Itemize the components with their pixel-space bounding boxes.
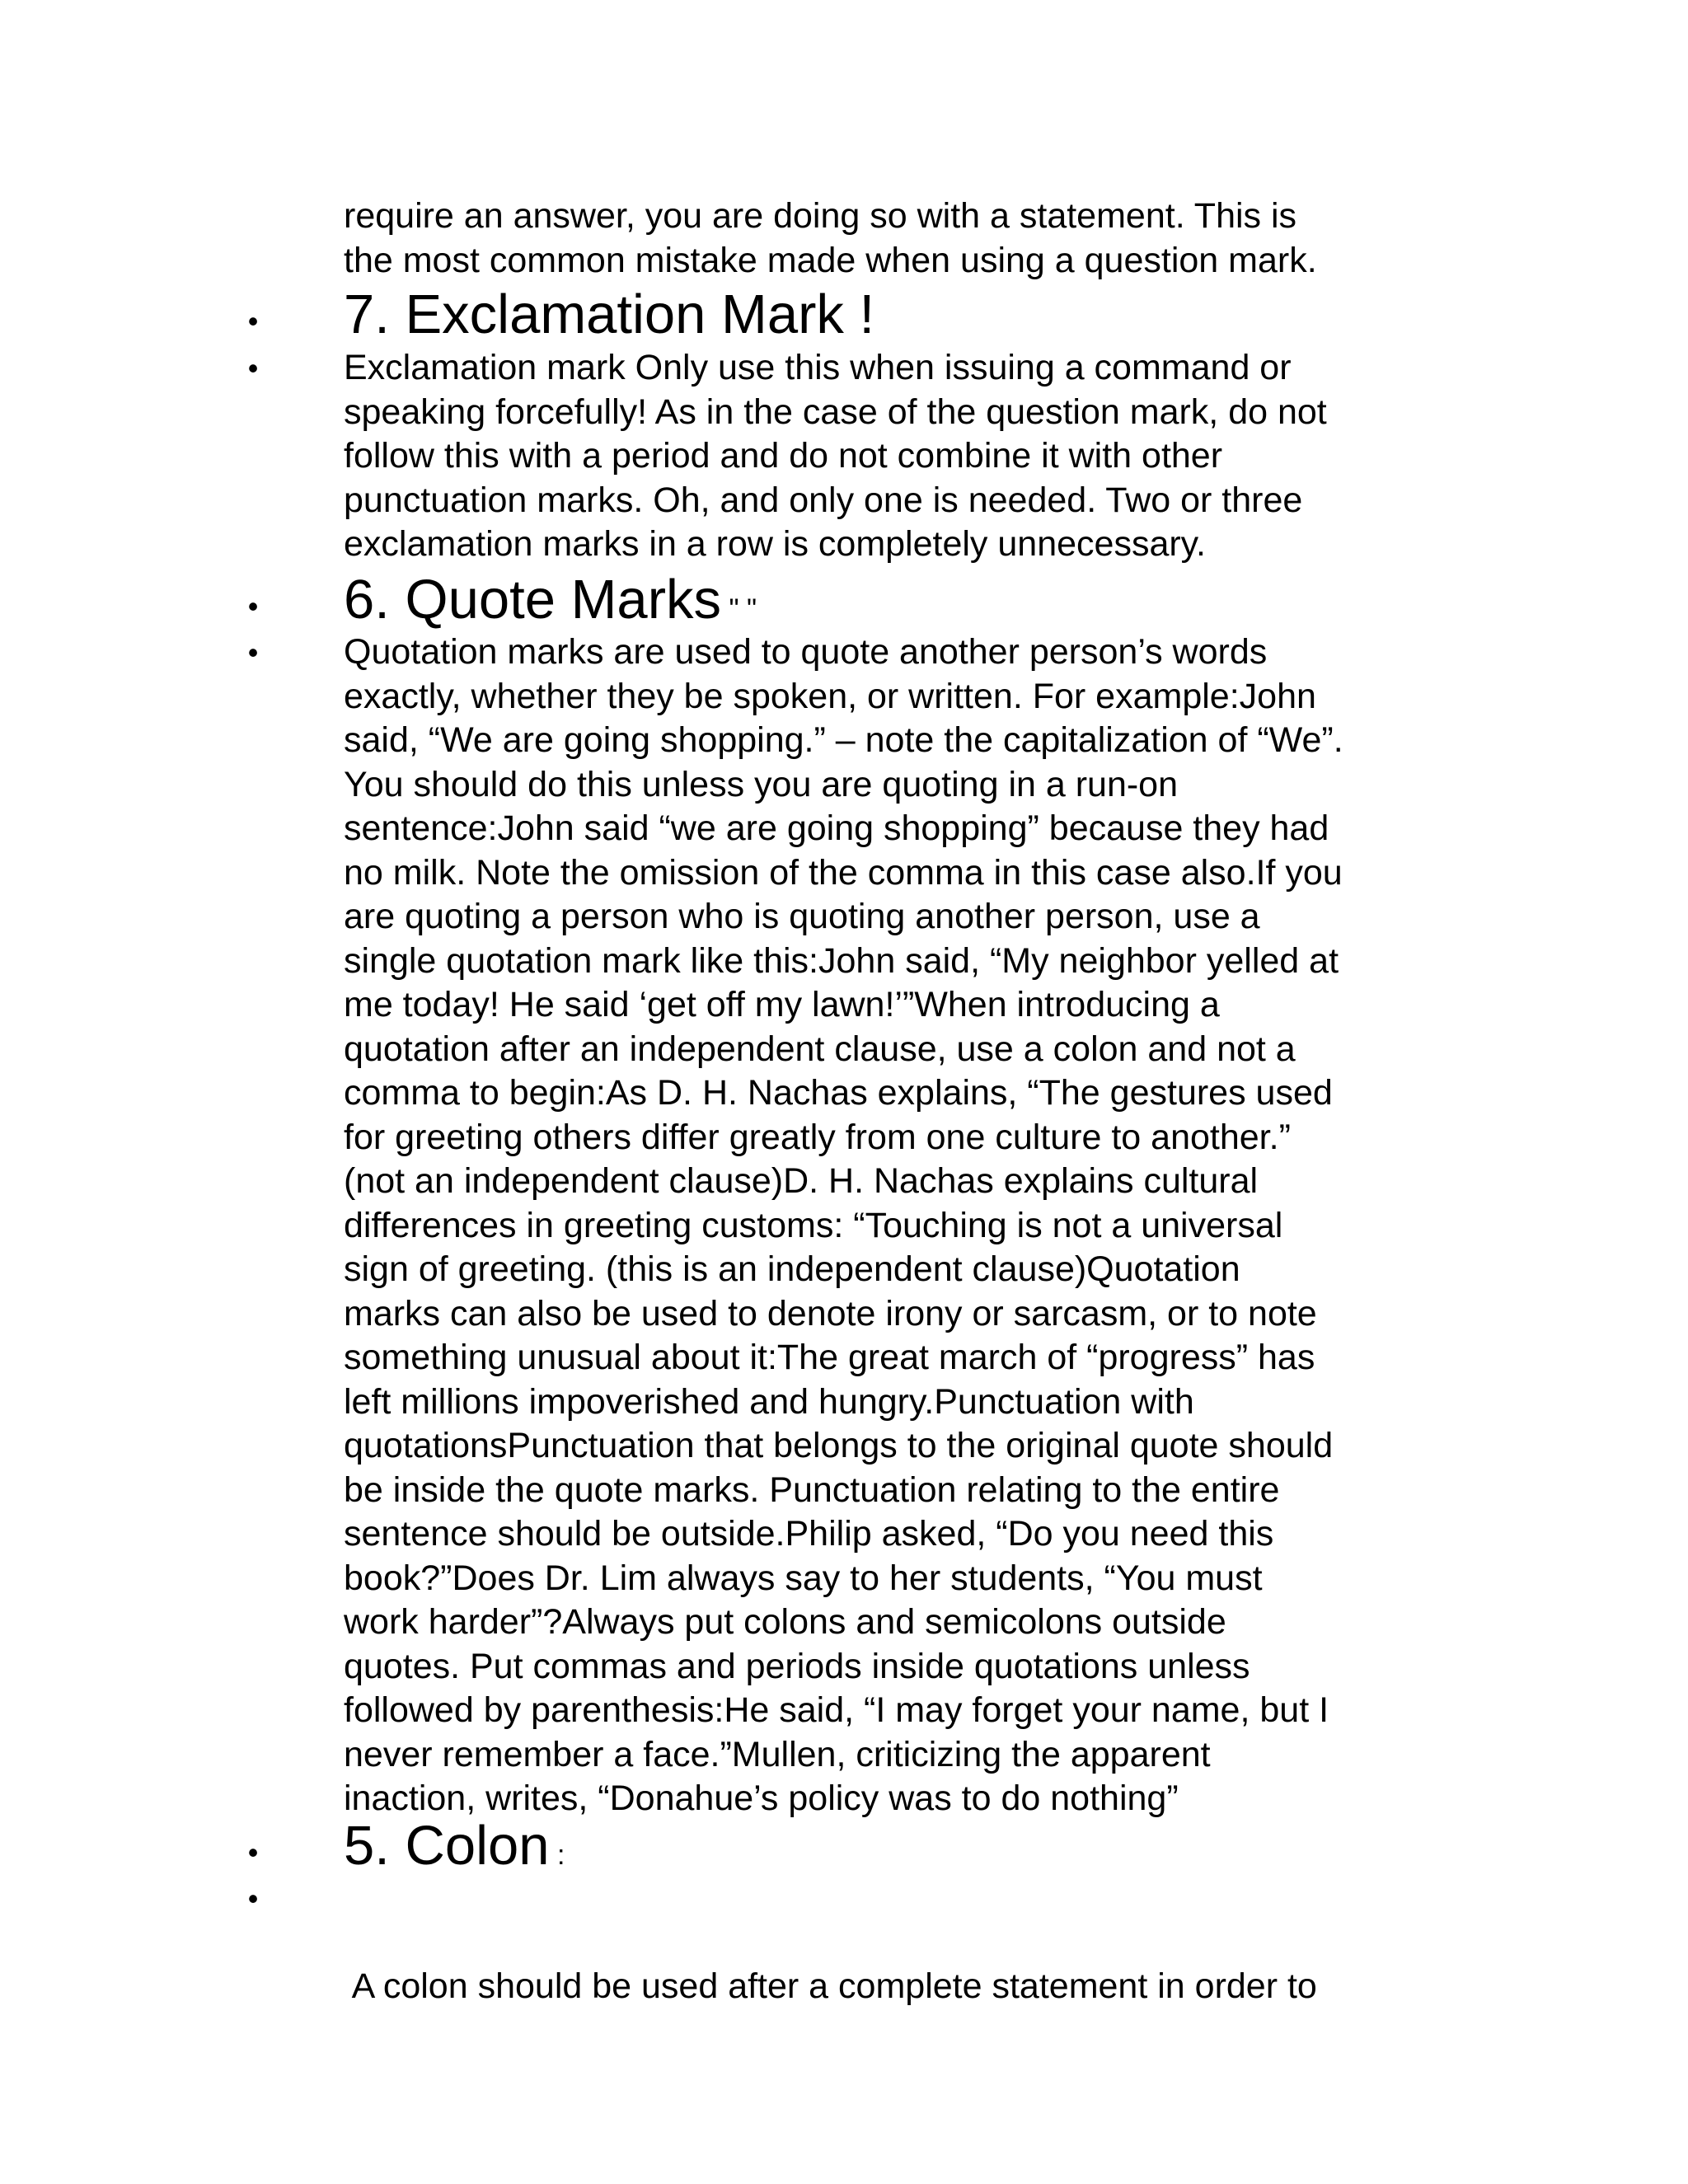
text-line: no milk. Note the omission of the comma in this case also.If you: [344, 852, 1343, 893]
text-line: sentence should be outside.Philip asked, “Do you need this: [344, 1514, 1274, 1554]
paragraph-text: [344, 1877, 1440, 2097]
bullet-icon: •: [247, 589, 259, 623]
heading-suffix: " ": [721, 593, 757, 625]
text-line: sentence:John said “we are going shopping” because they had: [344, 808, 1329, 848]
text-line: said, “We are going shopping.” – note the capitalization of “We”.: [344, 720, 1343, 760]
text-line: single quotation mark like this:John said, “My neighbor yelled at: [344, 940, 1339, 981]
bullet-icon: •: [247, 351, 259, 385]
text-line: punctuation marks. Oh, and only one is needed. Two or three: [344, 480, 1303, 520]
text-line: work harder”?Always put colons and semicolons outside: [344, 1602, 1226, 1642]
text-line: for greeting others differ greatly from one culture to another.”: [344, 1117, 1291, 1157]
text-line: book?”Does Dr. Lim always say to her students, “You must: [344, 1558, 1263, 1598]
bullet-icon: •: [247, 635, 259, 669]
text-line: require an answer, you are doing so with a statement. This is: [344, 196, 1297, 236]
text-line: quotationsPunctuation that belongs to the original quote should: [344, 1426, 1334, 1465]
text-line: quotation after an independent clause, use a colon and not a: [344, 1029, 1296, 1069]
text-line: me today! He said ‘get off my lawn!’”When introducing a: [344, 985, 1220, 1024]
text-line: be inside the quote marks. Punctuation relating to the entire: [344, 1469, 1280, 1510]
text-line: sign of greeting. (this is an independent clause)Quotation: [344, 1249, 1240, 1289]
text-line: speaking forcefully! As in the case of the question mark, do not: [344, 391, 1327, 432]
text-line: never remember a face.”Mullen, criticizing the apparent: [344, 1734, 1211, 1774]
text-line: comma to begin:As D. H. Nachas explains, “The gestures used: [344, 1073, 1333, 1113]
text-line: exclamation marks in a row is completely unnecessary.: [344, 524, 1206, 564]
text-line: Exclamation mark Only use this when issuing a command or: [344, 348, 1292, 387]
heading-label: 5. Colon: [344, 1815, 550, 1877]
bullet-icon: •: [247, 1882, 259, 1915]
paragraph-text: [344, 346, 1440, 567]
text-line: left millions impoverished and hungry.Punctuation with: [344, 1381, 1194, 1422]
text-line: are quoting a person who is quoting another person, use a: [344, 897, 1260, 936]
bullet-icon: •: [247, 1835, 259, 1869]
text-line: the most common mistake made when using a question mark.: [344, 240, 1317, 280]
text-line: A colon should be used after a complete statement in order to: [344, 1966, 1317, 2006]
intro-text: [344, 194, 1440, 283]
heading-label: 6. Quote Marks: [344, 569, 722, 630]
text-line: follow this with a period and do not combine it with other: [344, 436, 1223, 476]
text-line: inaction, writes, “Donahue’s policy was to do nothing”: [344, 1779, 1179, 1818]
paragraph-text: [344, 630, 1440, 1821]
heading-suffix: :: [549, 1840, 565, 1871]
text-line: Quotation marks are used to quote another person’s words: [344, 632, 1268, 672]
text-line: something unusual about it:The great march of “progress” has: [344, 1338, 1315, 1377]
text-line: quotes. Put commas and periods inside quotations unless: [344, 1646, 1250, 1686]
text-line: marks can also be used to denote irony or sarcasm, or to note: [344, 1293, 1317, 1333]
bullet-icon: •: [247, 304, 259, 338]
text-line: differences in greeting customs: “Touching is not a universal: [344, 1205, 1283, 1245]
text-line: You should do this unless you are quoting in a run-on: [344, 764, 1179, 804]
text-line: exactly, whether they be spoken, or written. For example:John: [344, 676, 1316, 716]
heading-label: 7. Exclamation Mark !: [344, 284, 875, 345]
text-line: (not an independent clause)D. H. Nachas explains cultural: [344, 1161, 1259, 1201]
text-line: followed by parenthesis:He said, “I may forget your name, but I: [344, 1690, 1329, 1730]
